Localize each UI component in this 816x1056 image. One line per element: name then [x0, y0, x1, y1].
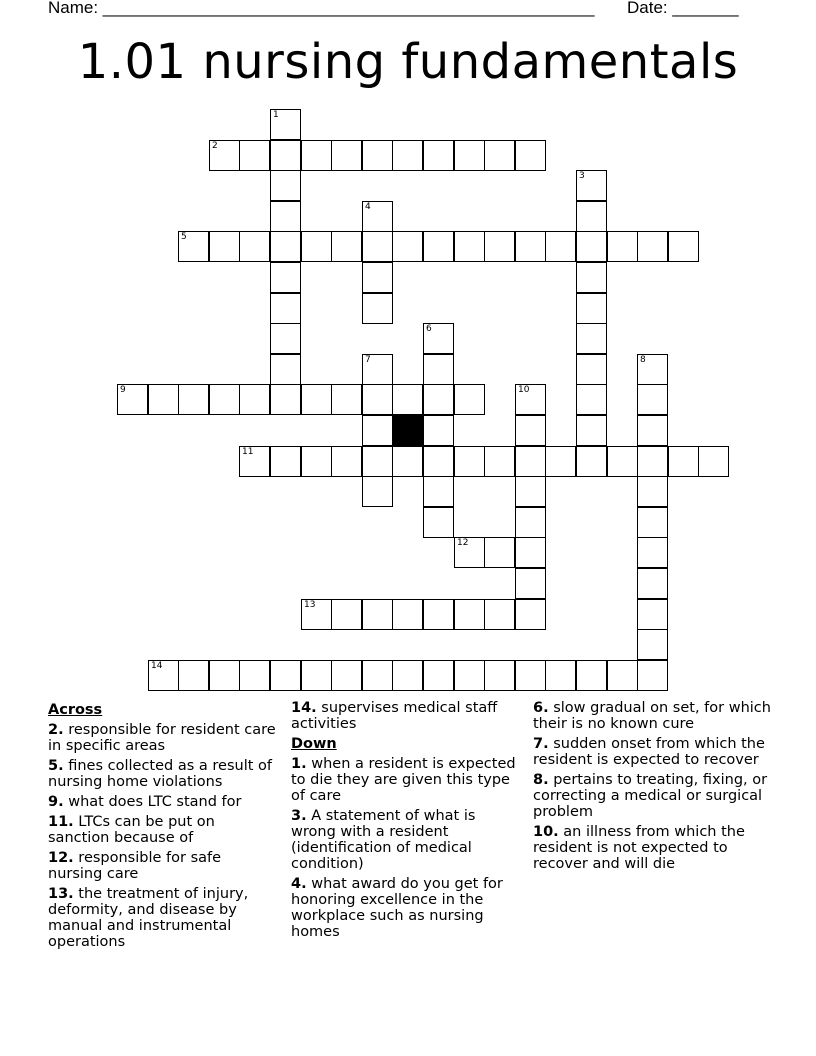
grid-cell[interactable] — [423, 660, 454, 691]
grid-cell[interactable] — [331, 231, 362, 262]
grid-cell[interactable] — [423, 140, 454, 171]
grid-cell[interactable] — [178, 231, 209, 262]
grid-cell[interactable] — [515, 537, 546, 568]
clue-across-12: 12. responsible for safe nursing care — [48, 850, 222, 882]
grid-cell[interactable] — [454, 140, 485, 171]
grid-cell[interactable] — [239, 231, 270, 262]
clue-number: 9 — [120, 385, 126, 395]
grid-cell[interactable] — [270, 354, 301, 385]
grid-cell[interactable] — [515, 568, 546, 599]
clue-number: 14 — [151, 661, 163, 671]
clue-number: 11 — [242, 447, 254, 457]
grid-cell[interactable] — [301, 599, 332, 630]
clue-across-5: 5. fines collected as a result of nursing home violations — [48, 758, 272, 790]
clue-number: 10 — [518, 385, 530, 395]
grid-cell[interactable] — [423, 384, 454, 415]
grid-cell[interactable] — [239, 446, 270, 477]
grid-cell[interactable] — [362, 140, 393, 171]
grid-cell[interactable] — [301, 140, 332, 171]
grid-cell[interactable] — [698, 446, 729, 477]
grid-cell[interactable] — [637, 231, 668, 262]
grid-cell[interactable] — [423, 446, 454, 477]
grid-cell[interactable] — [423, 599, 454, 630]
grid-cell[interactable] — [392, 599, 423, 630]
clue-number: 12 — [457, 538, 469, 548]
clue-down-1: 1. when a resident is expected to die they are given this type of care — [291, 756, 516, 804]
clue-down-7: 7. sudden onset from which the resident is expected to recover — [533, 736, 765, 768]
grid-cell[interactable] — [270, 170, 301, 201]
grid-cell[interactable] — [607, 446, 638, 477]
grid-cell[interactable] — [576, 231, 607, 262]
clue-number: 6 — [426, 324, 432, 334]
grid-cell[interactable] — [331, 140, 362, 171]
grid-cell[interactable] — [270, 384, 301, 415]
grid-cell[interactable] — [301, 231, 332, 262]
grid-cell[interactable] — [362, 476, 393, 507]
grid-cell[interactable] — [637, 384, 668, 415]
grid-cell[interactable] — [270, 293, 301, 324]
clues-column-3 — [533, 700, 773, 876]
date-field[interactable]: Date: _______ — [627, 0, 739, 17]
grid-cell[interactable] — [239, 660, 270, 691]
grid-cell[interactable] — [423, 354, 454, 385]
grid-cell[interactable] — [362, 384, 393, 415]
grid-cell[interactable] — [331, 599, 362, 630]
grid-cell[interactable] — [270, 323, 301, 354]
grid-cell[interactable] — [331, 660, 362, 691]
grid-cell[interactable] — [117, 384, 148, 415]
grid-cell[interactable] — [301, 384, 332, 415]
grid-cell[interactable] — [148, 660, 179, 691]
grid-cell[interactable] — [576, 170, 607, 201]
grid-cell[interactable] — [637, 446, 668, 477]
grid-cell[interactable] — [270, 262, 301, 293]
grid-cell[interactable] — [637, 507, 668, 538]
grid-cell[interactable] — [484, 537, 515, 568]
grid-cell[interactable] — [668, 231, 699, 262]
clue-across-11: 11. LTCs can be put on sanction because of — [48, 814, 215, 846]
clue-number: 3 — [579, 171, 585, 181]
grid-cell[interactable] — [362, 293, 393, 324]
grid-cell[interactable] — [637, 415, 668, 446]
grid-cell[interactable] — [209, 384, 240, 415]
grid-cell[interactable] — [209, 660, 240, 691]
grid-cell[interactable] — [515, 140, 546, 171]
grid-cell[interactable] — [515, 384, 546, 415]
clue-down-10: 10. an illness from which the resident is not expected to recover and will die — [533, 824, 745, 872]
grid-cell[interactable] — [239, 140, 270, 171]
grid-cell[interactable] — [362, 201, 393, 232]
grid-cell[interactable] — [392, 446, 423, 477]
grid-cell[interactable] — [362, 262, 393, 293]
grid-cell[interactable] — [423, 231, 454, 262]
grid-cell[interactable] — [423, 415, 454, 446]
page-title: 1.01 nursing fundamentals — [77, 34, 739, 90]
clue-across-14: 14. supervises medical staff activities — [291, 700, 498, 732]
clue-down-4: 4. what award do you get for honoring excellence in the workplace such as nursing homes — [291, 876, 503, 940]
clue-across-9: 9. what does LTC stand for — [48, 794, 242, 810]
grid-cell[interactable] — [576, 323, 607, 354]
grid-cell[interactable] — [178, 660, 209, 691]
grid-cell[interactable] — [576, 660, 607, 691]
grid-cell[interactable] — [515, 599, 546, 630]
clues-column-1 — [48, 700, 278, 954]
grid-cell[interactable] — [392, 231, 423, 262]
grid-cell[interactable] — [454, 231, 485, 262]
grid-cell[interactable] — [545, 446, 576, 477]
grid-cell[interactable] — [576, 384, 607, 415]
grid-cell[interactable] — [362, 231, 393, 262]
grid-cell[interactable] — [484, 231, 515, 262]
grid-cell[interactable] — [576, 201, 607, 232]
grid-cell[interactable] — [515, 446, 546, 477]
grid-cell[interactable] — [270, 660, 301, 691]
grid-cell[interactable] — [637, 537, 668, 568]
grid-cell[interactable] — [637, 568, 668, 599]
clue-number: 2 — [212, 141, 218, 151]
grid-cell[interactable] — [362, 354, 393, 385]
grid-cell[interactable] — [270, 446, 301, 477]
grid-cell[interactable] — [545, 231, 576, 262]
grid-cell[interactable] — [454, 660, 485, 691]
grid-cell[interactable] — [362, 599, 393, 630]
grid-cell[interactable] — [148, 384, 179, 415]
grid-cell[interactable] — [515, 660, 546, 691]
grid-cell[interactable] — [637, 599, 668, 630]
grid-cell[interactable] — [484, 660, 515, 691]
clue-across-2: 2. responsible for resident care in specific areas — [48, 722, 276, 754]
grid-cell[interactable] — [607, 660, 638, 691]
black-square — [392, 415, 423, 446]
grid-cell[interactable] — [270, 109, 301, 140]
grid-cell[interactable] — [637, 354, 668, 385]
grid-cell[interactable] — [484, 599, 515, 630]
grid-cell[interactable] — [454, 537, 485, 568]
grid-cell[interactable] — [576, 262, 607, 293]
grid-cell[interactable] — [423, 507, 454, 538]
grid-cell[interactable] — [576, 354, 607, 385]
clue-number: 4 — [365, 202, 371, 212]
grid-cell[interactable] — [362, 660, 393, 691]
grid-cell[interactable] — [576, 446, 607, 477]
grid-cell[interactable] — [545, 660, 576, 691]
grid-cell[interactable] — [270, 140, 301, 171]
grid-cell[interactable] — [576, 293, 607, 324]
grid-cell[interactable] — [270, 201, 301, 232]
grid-cell[interactable] — [515, 476, 546, 507]
grid-cell[interactable] — [607, 231, 638, 262]
grid-cell[interactable] — [423, 323, 454, 354]
grid-cell[interactable] — [331, 384, 362, 415]
clues-column-2 — [291, 700, 523, 944]
clue-number: 8 — [640, 355, 646, 365]
grid-cell[interactable] — [637, 629, 668, 660]
grid-cell[interactable] — [484, 446, 515, 477]
grid-cell[interactable] — [270, 231, 301, 262]
grid-cell[interactable] — [668, 446, 699, 477]
grid-cell[interactable] — [454, 446, 485, 477]
grid-cell[interactable] — [362, 415, 393, 446]
grid-cell[interactable] — [454, 384, 485, 415]
clue-number: 5 — [181, 232, 187, 242]
grid-cell[interactable] — [178, 384, 209, 415]
across-heading: Across — [48, 702, 103, 718]
grid-cell[interactable] — [515, 231, 546, 262]
grid-cell[interactable] — [209, 140, 240, 171]
grid-cell[interactable] — [392, 384, 423, 415]
grid-cell[interactable] — [576, 415, 607, 446]
grid-cell[interactable] — [484, 140, 515, 171]
grid-cell[interactable] — [637, 476, 668, 507]
down-heading: Down — [291, 736, 337, 752]
name-field[interactable]: Name: ____________________________________________________ — [48, 0, 595, 17]
grid-cell[interactable] — [392, 140, 423, 171]
grid-cell[interactable] — [209, 231, 240, 262]
grid-cell[interactable] — [515, 415, 546, 446]
grid-cell[interactable] — [301, 660, 332, 691]
clue-number: 13 — [304, 600, 316, 610]
grid-cell[interactable] — [331, 446, 362, 477]
clue-down-6: 6. slow gradual on set, for which their is no known cure — [533, 700, 771, 732]
grid-cell[interactable] — [301, 446, 332, 477]
clue-down-8: 8. pertains to treating, fixing, or correcting a medical or surgical problem — [533, 772, 768, 820]
grid-cell[interactable] — [239, 384, 270, 415]
grid-cell[interactable] — [454, 599, 485, 630]
clue-across-13: 13. the treatment of injury, deformity, and disease by manual and instrumental operations — [48, 886, 249, 950]
grid-cell[interactable] — [423, 476, 454, 507]
clue-number: 1 — [273, 110, 279, 120]
clue-down-3: 3. A statement of what is wrong with a resident (identification of medical condition) — [291, 808, 476, 872]
grid-cell[interactable] — [515, 507, 546, 538]
clue-number: 7 — [365, 355, 371, 365]
grid-cell[interactable] — [392, 660, 423, 691]
grid-cell[interactable] — [362, 446, 393, 477]
grid-cell[interactable] — [637, 660, 668, 691]
